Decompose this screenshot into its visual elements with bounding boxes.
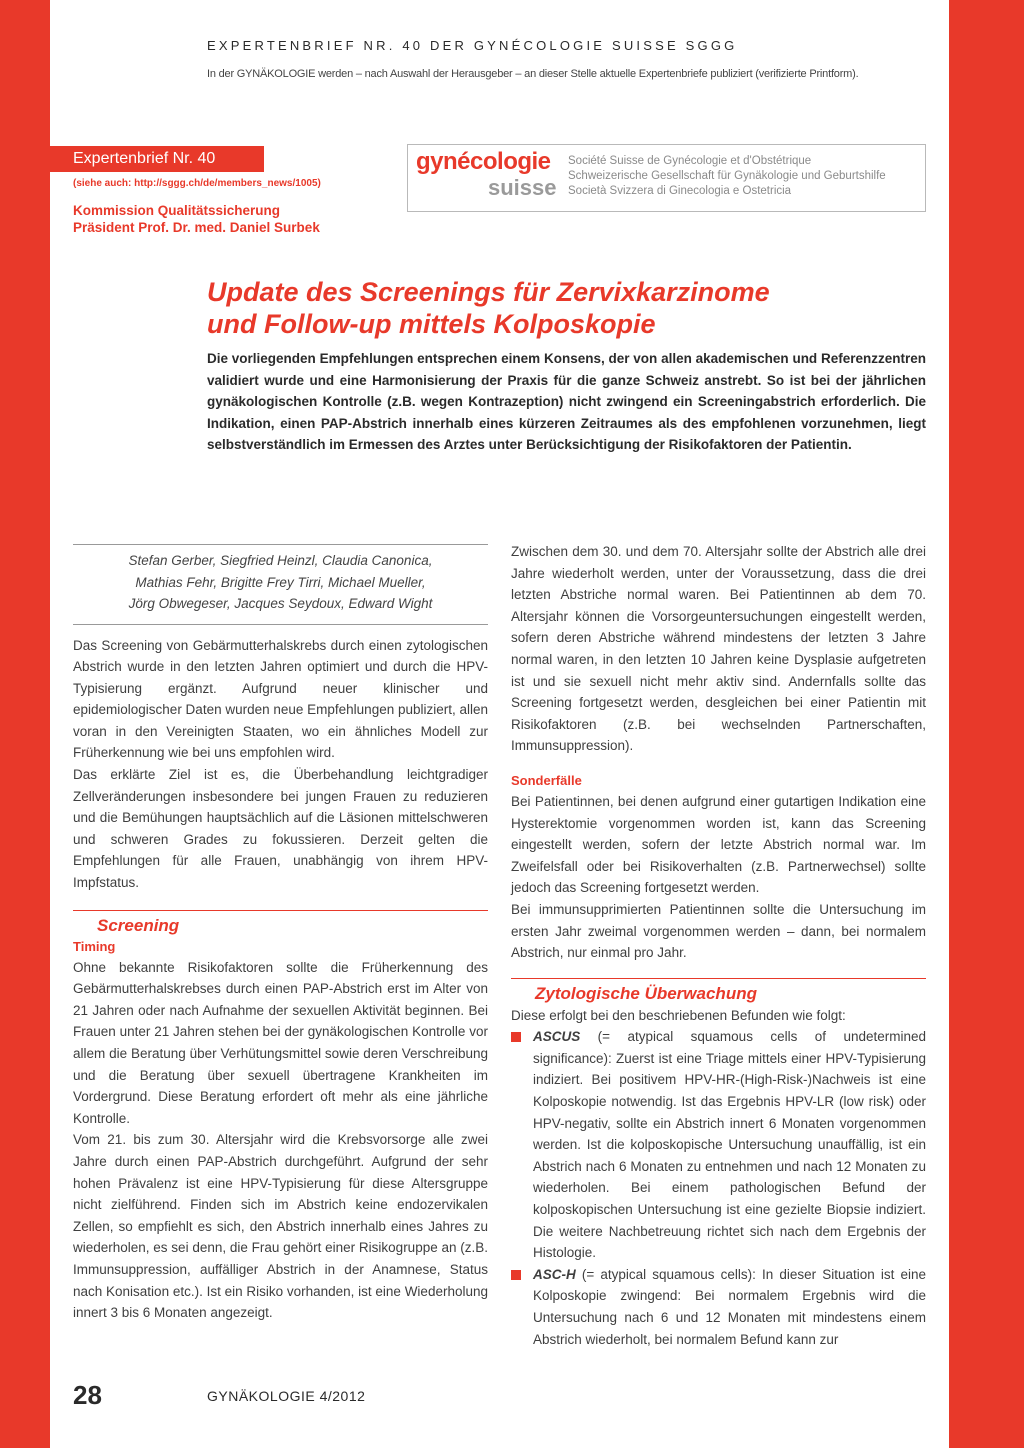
term-asc-h: ASC-H — [533, 1266, 576, 1282]
bullet-square-icon — [511, 1270, 521, 1280]
author-line: Stefan Gerber, Siegfried Heinzl, Claudia Canonica, — [128, 553, 433, 568]
commission-president: Präsident Prof. Dr. med. Daniel Surbek — [73, 220, 320, 235]
journal-issue: GYNÄKOLOGIE 4/2012 — [207, 1388, 366, 1404]
list-item-ascus — [511, 1026, 926, 1264]
section-divider — [73, 910, 488, 911]
interval-paragraph: Zwischen dem 30. und dem 70. Altersjahr sollte der Abstrich alle drei Jahre wiederholt werden, unter der Voraussetzung, dass die drei letzten Abstriche normal waren. Bei Patientinnen ab dem 70. Altersjahr können die Vorsorgeuntersuchungen eingestellt werden, sofern deren Abstriche während mindestens der letzten 3 Jahre normal waren, in den letzten 10 Jahren keine Dysplasie aufgetreten ist und sie sexuell nicht mehr aktiv sind. Andernfalls sollte das Screening fortgesetzt werden, desgleichen bei einer Patientin mit Risikofaktoren (z.B. bei wechselnden Partnerschaften, Immunsuppression). — [511, 544, 926, 754]
author-divider-bottom — [73, 624, 488, 625]
subheading-timing: Timing — [73, 938, 116, 954]
commission-name: Kommission Qualitätssicherung — [73, 203, 281, 218]
right-accent-bar — [949, 0, 1024, 1448]
left-column — [73, 544, 488, 1324]
subheading-special-cases: Sonderfälle — [511, 772, 582, 788]
intro-paragraph: Das erklärte Ziel ist es, die Überbehandlung leichtgradiger Zellveränderungen insbesondere bei jungen Frauen zu reduzieren und die Bemühungen hauptsächlich auf die Läsionen mittelschweren und schweren Grades zu fokussieren. Derzeit gelten die Empfehlungen für alle Frauen, unabhängig von ihrem HPV-Impfstatus. — [73, 767, 488, 891]
bullet-square-icon — [511, 1032, 521, 1042]
article-title-line-1: Update des Screenings für Zervixkarzinome — [207, 277, 770, 307]
article-title — [207, 276, 770, 340]
author-line: Mathias Fehr, Brigitte Frey Tirri, Michael Mueller, — [135, 574, 426, 590]
special-paragraph: Bei immunsupprimierten Patientinnen sollte die Untersuchung im ersten Jahr zweimal vorgenommen werden – dann, bei normalem Abstrich, nur einmal pro Jahr. — [511, 901, 926, 961]
series-title: EXPERTENBRIEF NR. 40 DER GYNÉCOLOGIE SUISSE SGGG — [207, 38, 738, 53]
society-name-de: Schweizerische Gesellschaft für Gynäkologie und Geburtshilfe — [568, 170, 886, 182]
article-title-line-2: und Follow-up mittels Kolposkopie — [207, 309, 656, 339]
list-item-asc-h — [511, 1264, 926, 1350]
logo-wordmark-suisse: suisse — [488, 175, 557, 200]
society-name-it: Società Svizzera di Ginecologia e Ostetricia — [568, 185, 792, 197]
special-paragraph: Bei Patientinnen, bei denen aufgrund einer gutartigen Indikation eine Hysterektomie vorgenommen worden ist, kann das Screening eingestellt werden, sofern der letzte Abstrich normal war. Im Zweifelsfall oder bei Risikoverhalten (z.B. Partnerwechsel) sollte jedoch das Screening fortgesetzt werden. — [511, 793, 926, 896]
left-accent-bar — [0, 0, 50, 1448]
logo-wordmark-gynecologie: gynécologie — [416, 148, 551, 175]
society-logo — [407, 144, 926, 212]
asc-h-description: (= atypical squamous cells): In dieser Situation ist eine Kolposkopie zwingend: Bei normalem Ergebnis wird die Untersuchung nach 6 und 12 Monaten mit mindestens einem Abstrich wiederholt, bei normalem Befund kann zur — [533, 1266, 926, 1347]
cytology-intro: Diese erfolgt bei den beschriebenen Befunden wie folgt: — [511, 1007, 846, 1023]
commission-info — [73, 202, 320, 236]
author-line: Jörg Obwegeser, Jacques Seydoux, Edward Wight — [128, 596, 433, 611]
term-ascus: ASCUS — [533, 1029, 581, 1045]
section-heading-cytology: Zytologische Überwachung — [535, 983, 757, 1003]
author-list — [73, 545, 488, 615]
ascus-description: (= atypical squamous cells of undetermined significance): Zuerst ist eine Triage mittels einer HPV-Typisierung indiziert. Bei positivem HPV-HR-(High-Risk-)Nachweis ist eine Kolposkopie notwendig. Ist das Ergebnis HPV-LR (low risk) oder HPV-negativ, sollte ein Abstrich innert 6 Monaten vorgenommen werden. Ist die kolposkopische Untersuchung unauffällig, ist ein Abstrich nach 6 Monaten zu entnehmen und nach 12 Monaten zu wiederholen. Bei einem pathologischen Befund der kolposkopischen Untersuchung ist eine gezielte Biopsie indiziert. Die weitere Nachbetreuung richtet sich nach dem Ergebnis der Histologie. — [533, 1029, 926, 1261]
see-also-link[interactable]: (siehe auch: http://sggg.ch/de/members_news/1005) — [73, 178, 321, 189]
article-abstract: Die vorliegenden Empfehlungen entsprechen einem Konsens, der von allen akademischen und Referenzzentren validiert wurde und eine Harmonisierung der Praxis für die ganze Schweiz anstrebt. So ist bei der jährlichen gynäkologischen Kontrolle (z.B. wegen Kontrazeption) nicht zwingend ein Screeningabstrich erforderlich. Die Indikation, einen PAP-Abstrich innerhalb eines kürzeren Zeitraumes als des empfohlenen vorzunehmen, liegt selbstverständlich im Ermessen des Arztes unter Berücksichtigung der Risikofaktoren der Patientin. — [207, 351, 926, 453]
section-heading-screening: Screening — [97, 915, 180, 935]
page-number: 28 — [73, 1380, 102, 1410]
intro-paragraph: Das Screening von Gebärmutterhalskrebs durch einen zytologischen Abstrich wurde in den letzten Jahren optimiert und durch die HPV-Typisierung ergänzt. Aufgrund neuer klinischer und epidemiologischer Daten wurden neue Empfehlungen publiziert, allen voran in den Vereinigten Staaten, wo ein ähnliches Modell zur Früherkennung wie bei uns empfohlen wird. — [73, 637, 489, 761]
series-note: In der GYNÄKOLOGIE werden – nach Auswahl der Herausgeber – an dieser Stelle aktuelle Expertenbriefe publiziert (verifizierte Printform). — [207, 68, 859, 80]
right-column — [511, 541, 926, 1350]
timing-paragraph: Vom 21. bis zum 30. Altersjahr wird die Krebsvorsorge alle zwei Jahre durch einen PAP-Abstrich durchgeführt. Aufgrund der sehr hohen Prävalenz ist eine HPV-Typisierung für diese Altersgruppe nicht zielführend. Finden sich im Abstrich keine endozervikalen Zellen, so empfiehlt es sich, den Abstrich innerhalb eines Jahres zu wiederholen, es sei denn, die Frau gehört einer Risikogruppe an (z.B. Immunsuppression, auffälliger Abstrich in der Anamnese, Status nach Konisation etc.). Ist ein Risiko vorhanden, ist eine Wiederholung innert 3 bis 6 Monaten angezeigt. — [73, 1132, 488, 1321]
society-names — [568, 154, 886, 199]
letter-number-badge: Expertenbrief Nr. 40 — [50, 146, 264, 172]
timing-paragraph: Ohne bekannte Risikofaktoren sollte die Früherkennung des Gebärmutterhalskrebses durch einen PAP-Abstrich erst im Alter von 21 Jahren oder nach Aufnahme der sexuellen Aktivität beginnen. Bei Frauen unter 21 Jahren stehen bei der gynäkologischen Kontrolle vor allem die Beratung über Verhütungsmittel sowie deren Verschreibung und die Beratung über sexuell übertragene Krankheiten im Vordergrund. Diese Beratung erfordert oft mehr als eine jährliche Kontrolle. — [73, 959, 488, 1126]
section-divider — [511, 978, 926, 979]
society-name-fr: Société Suisse de Gynécologie et d'Obstétrique — [568, 155, 812, 167]
